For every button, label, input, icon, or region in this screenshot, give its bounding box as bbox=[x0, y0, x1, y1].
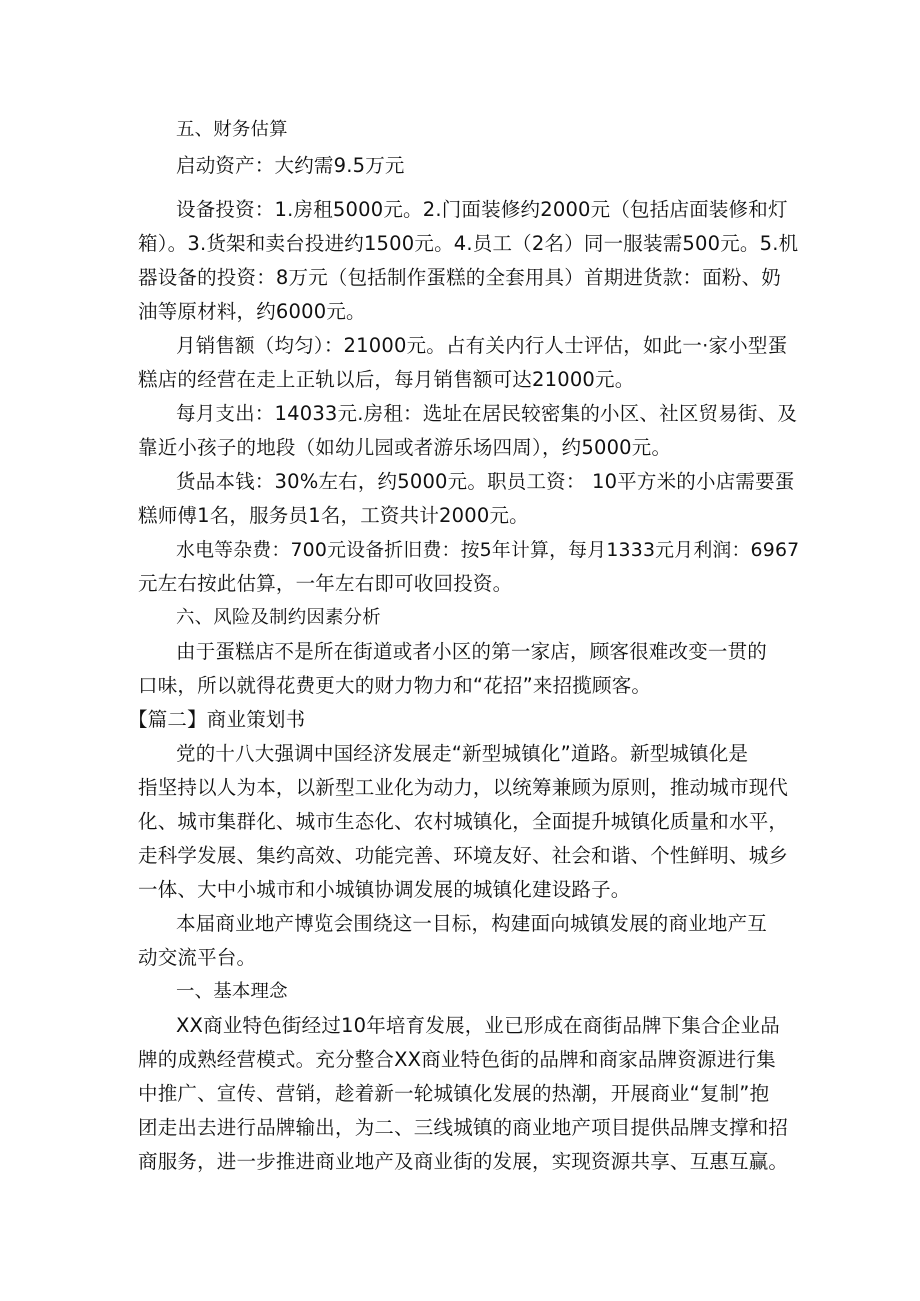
paragraph-line: 走科学发展、集约高效、功能完善、环境友好、社会和谐、个性鲜明、城乡 bbox=[138, 844, 789, 867]
paragraph-line: 器设备的投资：8万元（包括制作蛋糕的全套用具）首期进货款：面粉、奶 bbox=[138, 266, 782, 289]
chapter-heading: 【篇二】商业策划书 bbox=[128, 708, 306, 731]
paragraph-line: 油等原材料，约6000元。 bbox=[138, 300, 366, 323]
paragraph-line: 靠近小孩子的地段（如幼儿园或者游乐场四周），约5000元。 bbox=[138, 436, 672, 459]
paragraph-line: 化、城市集群化、城市生态化、农村城镇化，全面提升城镇化质量和水平， bbox=[138, 810, 789, 833]
paragraph-line: 团走出去进行品牌输出，为二、三线城镇的商业地产项目提供品牌支撑和招 bbox=[138, 1116, 789, 1139]
paragraph-line: 货品本钱：30%左右，约5000元。职员工资： 10平方米的小店需要蛋 bbox=[176, 470, 795, 493]
paragraph-line: 口味，所以就得花费更大的财力物力和“花招”来招揽顾客。 bbox=[138, 674, 652, 697]
paragraph-line: 牌的成熟经营模式。充分整合XX商业特色街的品牌和商家品牌资源进行集 bbox=[138, 1048, 776, 1071]
paragraph-line: 月销售额（均匀）：21000元。占有关内行人士评估，如此一·家小型蛋 bbox=[176, 334, 788, 357]
paragraph-line: 箱）。3.货架和卖台投进约1500元。4.员工（2名）同一服装需500元。5.机 bbox=[138, 232, 799, 255]
paragraph-line: 中推广、宣传、营销，趁着新一轮城镇化发展的热潮，开展商业“复制”抱 bbox=[138, 1082, 770, 1105]
section-heading-risk: 六、风险及制约因素分析 bbox=[176, 607, 381, 628]
paragraph-line: 党的十八大强调中国经济发展走“新型城镇化”道路。新型城镇化是 bbox=[176, 742, 749, 765]
paragraph-line: 由于蛋糕店不是所在街道或者小区的第一家店，顾客很难改变一贯的 bbox=[176, 640, 768, 663]
paragraph-line: 本届商业地产博览会围绕这一目标，构建面向城镇发展的商业地产互 bbox=[176, 912, 768, 935]
paragraph-line: 动交流平台。 bbox=[138, 946, 257, 969]
paragraph-line: 糕店的经营在走上正轨以后，每月销售额可达21000元。 bbox=[138, 368, 635, 391]
paragraph-line: 元左右按此估算，一年左右即可收回投资。 bbox=[138, 572, 513, 595]
section-heading-finance: 五、财务估算 bbox=[176, 119, 288, 140]
section-heading-concept: 一、基本理念 bbox=[176, 981, 288, 1002]
paragraph-line: 启动资产：大约需9.5万元 bbox=[176, 154, 405, 177]
paragraph-line: 每月支出：14033元.房租：选址在居民较密集的小区、社区贸易街、及 bbox=[176, 402, 798, 425]
paragraph-line: 商服务，进一步推进商业地产及商业街的发展，实现资源共享、互惠互赢。 bbox=[138, 1150, 789, 1173]
paragraph-line: 指坚持以人为本，以新型工业化为动力，以统筹兼顾为原则，推动城市现代 bbox=[138, 776, 789, 799]
paragraph-line: XX商业特色街经过10年培育发展，业已形成在商街品牌下集合企业品 bbox=[176, 1014, 780, 1037]
paragraph-line: 水电等杂费：700元设备折旧费：按5年计算，每月1333元月利润：6967 bbox=[176, 539, 800, 561]
paragraph-line: 糕师傅1名，服务员1名，工资共计2000元。 bbox=[138, 504, 529, 527]
paragraph-line: 一体、大中小城市和小城镇协调发展的城镇化建设路子。 bbox=[138, 878, 631, 901]
paragraph-line: 设备投资：1.房租5000元。2.门面装修约2000元（包括店面装修和灯 bbox=[176, 198, 788, 221]
